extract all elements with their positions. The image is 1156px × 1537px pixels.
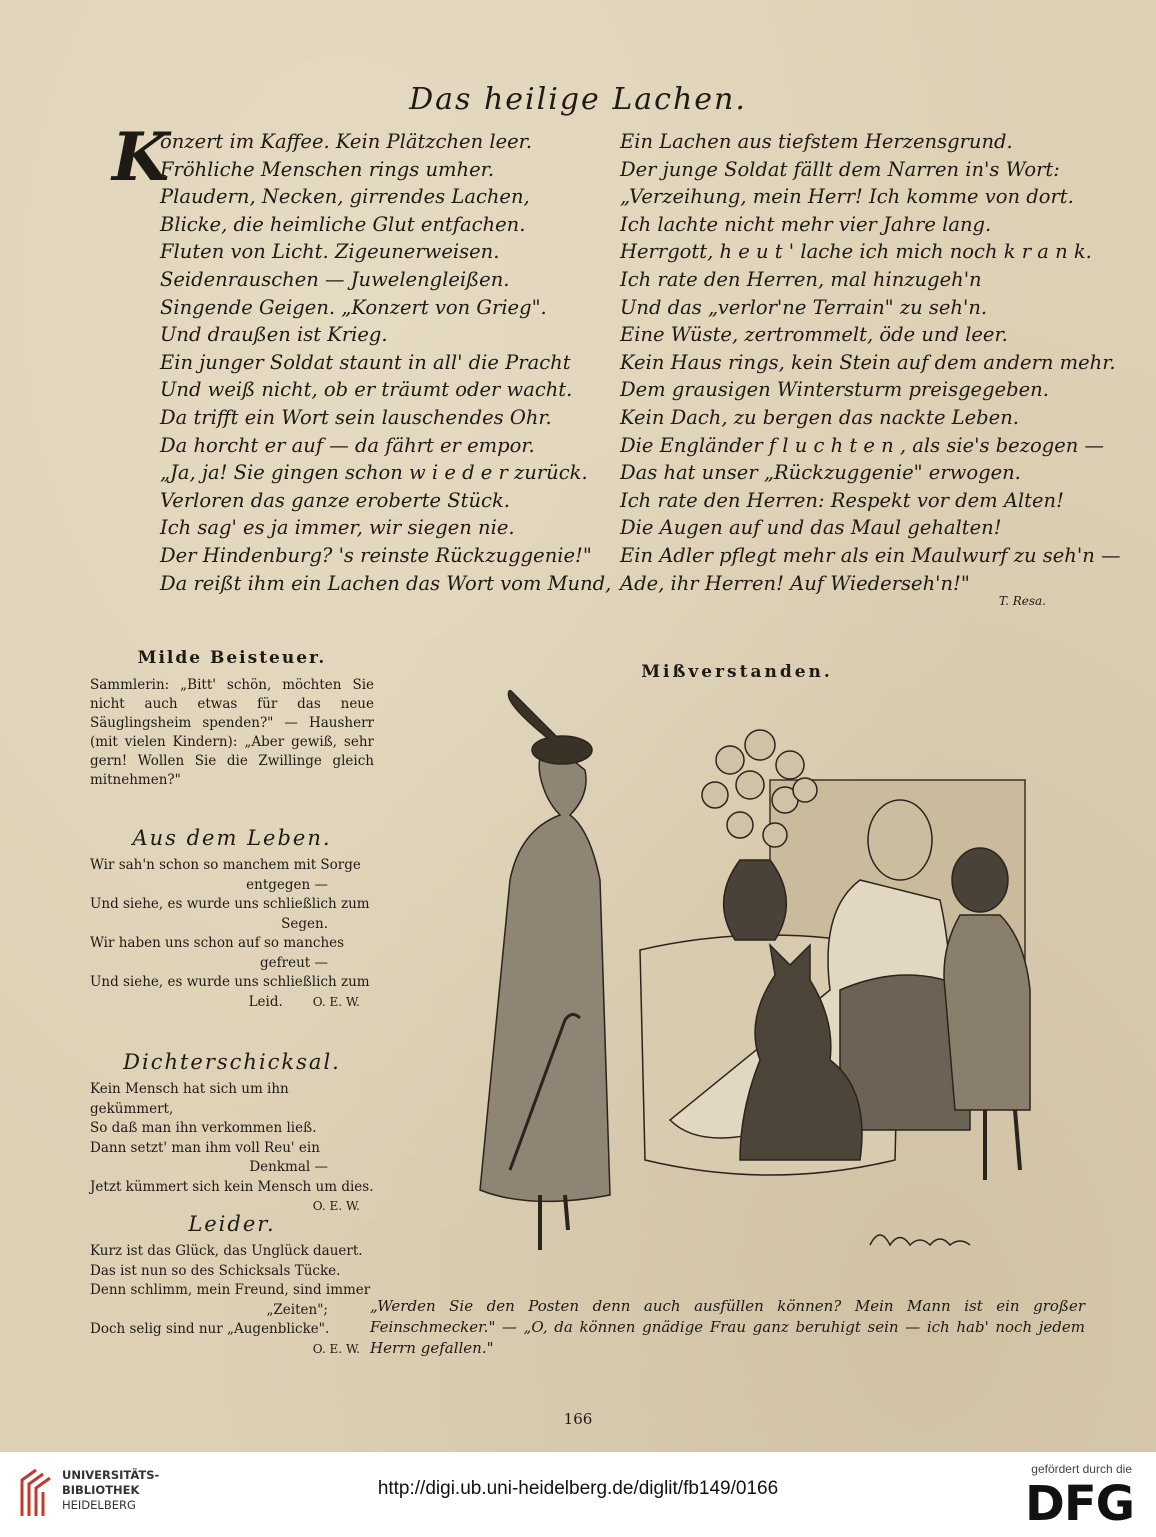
poem-line: Der Hindenburg? 's reinste Rückzuggenie!" — [160, 543, 592, 567]
verse-line: Wir haben uns schon auf so manches — [90, 935, 345, 951]
verse-line: entgegen — — [246, 876, 328, 893]
verse-line: Segen. — [281, 915, 328, 932]
signature: O. E. W. — [312, 1199, 360, 1213]
poem-left-column — [160, 128, 611, 597]
verse-line: Und siehe, es wurde uns schließlich zum — [90, 896, 370, 912]
poem-line: Plaudern, Necken, girrendes Lachen, — [160, 185, 530, 209]
verse-line: Dann setzt' man ihm voll Reu' ein — [90, 1139, 320, 1156]
verse-line: Doch selig sind nur „Augenblicke". — [90, 1321, 330, 1337]
verse-line: Kein Mensch hat sich um ihn gekümmert, — [90, 1081, 289, 1117]
lady-standing — [480, 749, 610, 1201]
verse-line: gefreut — — [260, 954, 328, 971]
poem-line: „Verzeihung, mein Herr! Ich komme von dort. — [620, 185, 1074, 209]
poem-line: Ich sag' es ja immer, wir siegen nie. — [160, 516, 515, 540]
section-milde-beisteuer — [90, 648, 374, 790]
illustration-title: Mißverstanden. — [641, 662, 833, 682]
poem-line: Ein junger Soldat staunt in all' die Pracht — [160, 350, 571, 374]
poem-line: Ich rate den Herren: Respekt vor dem Alten! — [620, 488, 1064, 512]
section-text: Sammlerin: „Bitt' schön, möchten Sie nicht auch etwas für das neue Säuglingsheim spenden?" — Hausherr (mit vielen Kindern): „Aber gewiß, sehr gern! Wollen Sie die Zwillinge gleich mitnehmen?" — [90, 677, 374, 788]
poem-title: Das heilige Lachen. — [409, 82, 747, 117]
poem-line: Kein Dach, zu bergen das nackte Leben. — [620, 405, 1019, 429]
verse-line: „Zeiten"; — [266, 1301, 328, 1318]
university-line: UNIVERSITÄTS- — [62, 1468, 160, 1482]
girl-head — [952, 848, 1008, 912]
poem-line: Und das „verlor'ne Terrain" zu seh'n. — [620, 295, 988, 319]
woman-seated-head — [868, 800, 932, 880]
illustration-drawing — [440, 690, 1090, 1290]
girl — [944, 915, 1030, 1110]
hat-feather — [508, 690, 558, 740]
artist-signature — [870, 1235, 970, 1245]
poem-line: Da horcht er auf — da fährt er empor. — [160, 433, 535, 457]
lady-hat — [532, 736, 592, 764]
university-line: HEIDELBERG — [62, 1498, 136, 1512]
verse-line: Das ist nun so des Schicksals Tücke. — [90, 1262, 341, 1279]
poem-line: Kein Haus rings, kein Stein auf dem andern mehr. — [620, 350, 1116, 374]
poem-line: Ich rate den Herren, mal hinzugeh'n — [620, 267, 982, 291]
verse-line: Denkmal — — [249, 1159, 328, 1175]
verse-line: Und siehe, es wurde uns schließlich zum — [90, 974, 370, 990]
verse-line: Kurz ist das Glück, das Unglück dauert. — [90, 1243, 363, 1259]
poem-line: Blicke, die heimliche Glut entfachen. — [160, 212, 526, 236]
signature: O. E. W. — [312, 994, 360, 1009]
poem-line: Da trifft ein Wort sein lauschendes Ohr. — [160, 405, 552, 429]
poem-line: Ade, ihr Herren! Auf Wiederseh'n!" — [620, 571, 970, 595]
section-title: Dichterschicksal. — [123, 1050, 341, 1074]
funded-by-label: gefördert durch die — [1031, 1462, 1132, 1476]
verse-line: Leid. — [248, 993, 283, 1010]
document-url-link[interactable]: http://digi.ub.uni-heidelberg.de/diglit/fb149/0166 — [377, 1478, 779, 1499]
poem-line: Und draußen ist Krieg. — [160, 323, 388, 347]
section-title: Leider. — [188, 1212, 276, 1236]
verse-line: So daß man ihn verkommen ließ. — [90, 1120, 317, 1136]
university-line: BIBLIOTHEK — [62, 1483, 140, 1497]
digital-library-footer — [0, 1452, 1156, 1537]
poem-line: Dem grausigen Wintersturm preisgegeben. — [620, 378, 1049, 402]
poem-line: Fröhliche Menschen rings umher. — [160, 157, 495, 181]
poem-line: Ein Lachen aus tiefstem Herzensgrund. — [620, 130, 1013, 153]
poem-line: Verloren das ganze eroberte Stück. — [160, 488, 510, 512]
poem-line: Ein Adler pflegt mehr als ein Maulwurf zu seh'n — — [620, 543, 1121, 567]
poem-line: „Ja, ja! Sie gingen schon w i e d e r zurück. — [160, 461, 588, 485]
poem-line: Das hat unser „Rückzuggenie" erwogen. — [620, 461, 1021, 485]
vase — [724, 860, 787, 940]
poem-line: onzert im Kaffee. Kein Plätzchen leer. — [160, 130, 533, 153]
girl-legs — [985, 1110, 1020, 1180]
poem-line: Die Engländer f l u c h t e n , als sie's bezogen — — [620, 433, 1104, 457]
poem-line: Die Augen auf und das Maul gehalten! — [620, 516, 1002, 540]
poem-line: Eine Wüste, zertrommelt, öde und leer. — [620, 323, 1008, 347]
poem-line: Der junge Soldat fällt dem Narren in's Wort: — [620, 157, 1060, 181]
illustration-caption: „Werden Sie den Posten denn auch ausfüllen können? Mein Mann ist ein großer Feinschmecker." — „O, da können gnädige Frau ganz beruhigt sein — ich hab' noch jedem Herrn gefallen." — [370, 1297, 1085, 1357]
poem-line: Herrgott, h e u t ' lache ich mich noch k r a n k. — [620, 240, 1092, 264]
lady-feet — [540, 1195, 568, 1250]
verse-line: Denn schlimm, mein Freund, sind immer — [90, 1282, 371, 1298]
section-aus-dem-leben — [90, 826, 374, 1012]
section-title: Aus dem Leben. — [132, 826, 332, 850]
poem-line: Seidenrauschen — Juwelengleißen. — [160, 267, 510, 291]
signature: O. E. W. — [312, 1341, 360, 1356]
page-number: 166 — [563, 1410, 593, 1428]
poem-line: Ich lachte nicht mehr vier Jahre lang. — [620, 212, 992, 236]
poem-right-column — [620, 128, 1120, 597]
poem-line: Singende Geigen. „Konzert von Grieg". — [160, 295, 547, 319]
poem-dropcap: K — [112, 118, 170, 196]
poem-author: T. Resa. — [998, 594, 1046, 608]
poem-line: Fluten von Licht. Zigeunerweisen. — [160, 240, 500, 264]
section-dichterschicksal — [90, 1050, 374, 1217]
poem-line: Da reißt ihm ein Lachen das Wort vom Mund, — [160, 571, 612, 595]
section-leider — [90, 1212, 374, 1359]
poem-line: Und weiß nicht, ob er träumt oder wacht. — [160, 378, 573, 402]
verse-line: Jetzt kümmert sich kein Mensch um dies. — [90, 1178, 374, 1195]
dfg-logo: DFG — [1024, 1476, 1134, 1532]
section-title: Milde Beisteuer. — [137, 648, 327, 668]
verse-line: Wir sah'n schon so manchem mit Sorge — [90, 857, 361, 873]
